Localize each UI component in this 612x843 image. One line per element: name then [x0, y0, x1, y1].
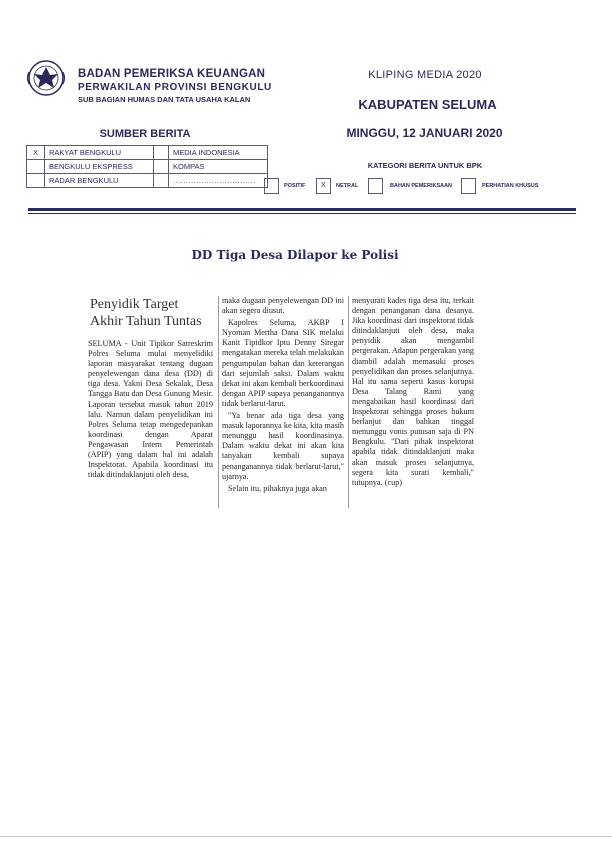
- source-checkbox: [154, 160, 169, 174]
- category-checkbox-perhatian-khusus: [461, 178, 476, 194]
- category-label-bahan-pemeriksaan: BAHAN PEMERIKSAAN: [390, 183, 453, 189]
- paragraph: SELUMA - Unit Tipikor Satreskrim Polres Seluma mulai menyelidiki laporan masyarakat tentang dugaan penyelewengan dana desa (DD) di tiga desa. Yakni Desa Sekalak, Desa Tangga Batu dan Desa Gunung Mesir. Laporan tersebut masuk tahun 2019 lalu. Namun dalam penyelidikan ini Polres Seluma tetap mengedepankan koordinasi dengan Aparat Pengawasan Intern Pemerintah (APIP) yang dalam hal ini adalah Inspektorat. Apabila koordinasi itu tidak ditindaklanjuti oleh desa,: [88, 339, 213, 480]
- source-name: KOMPAS: [169, 160, 268, 174]
- kategori-title: KATEGORI BERITA UNTUK BPK: [367, 161, 483, 170]
- source-checkbox: [154, 174, 169, 188]
- column-divider: [348, 296, 349, 508]
- article-headline: DD Tiga Desa Dilapor ke Polisi: [191, 248, 399, 262]
- source-name: BENGKULU EKSPRESS: [45, 160, 154, 174]
- article-column-2: [222, 296, 344, 496]
- source-checkbox: [27, 174, 45, 188]
- source-checkbox: X: [27, 146, 45, 160]
- source-name: MEDIA INDONESIA: [169, 146, 268, 160]
- org-name: BADAN PEMERIKSA KEUANGAN: [78, 68, 266, 80]
- page-bottom-edge: [0, 836, 612, 837]
- kliping-label: KLIPING MEDIA 2020: [368, 69, 482, 81]
- source-name: RAKYAT BENGKULU: [45, 146, 154, 160]
- category-checkbox-positif: [264, 178, 279, 194]
- source-checkbox: [27, 160, 45, 174]
- org-subdivision: SUB BAGIAN HUMAS DAN TATA USAHA KALAN: [78, 95, 251, 104]
- category-label-positif: POSITIF: [284, 183, 306, 189]
- source-name: RADAR BENGKULU: [45, 174, 154, 188]
- source-row: [27, 174, 268, 188]
- category-checkbox-netral: X: [316, 178, 331, 194]
- paragraph: Selain itu, pihaknya juga akan: [228, 483, 327, 493]
- region-title: KABUPATEN SELUMA: [358, 97, 497, 112]
- news-source-table: [26, 145, 268, 188]
- subtitle-line: Penyidik Target: [90, 297, 179, 312]
- header-divider-thin: [28, 213, 576, 214]
- article-column-3: [352, 296, 474, 490]
- source-checkbox: [154, 146, 169, 160]
- paragraph: maka dugaan penyelewengan DD ini akan segera diusut.: [222, 296, 344, 316]
- paragraph: "Ya benar ada tiga desa yang masuk laporannya ke kita, kita masih menunggu hasil koordinasinya. Dalam waktu dekat ini akan kita tanyakan kembali supaya penanganannya tidak berlarut-larut," ujarnya.: [222, 411, 344, 481]
- source-row: [27, 146, 268, 160]
- publication-date: MINGGU, 12 JANUARI 2020: [346, 126, 503, 140]
- paragraph: Kapolres Seluma, AKBP I Nyoman Mertha Dana SIK melalui Kanit Tipidkor Iptu Denny Siregar mengatakan mereka telah melakukan pengumpulan bahan dan keterangan dari sejumlah saksi. Dalam waktu dekat ini akan kembali berkoordinasi dengan APIP supaya penanganannya tidak berlarut-larut.: [222, 318, 344, 408]
- source-row: [27, 160, 268, 174]
- category-label-netral: NETRAL: [336, 183, 359, 189]
- article-subtitle: [90, 296, 215, 330]
- source-name-blank: ................................: [169, 174, 268, 188]
- category-label-perhatian-khusus: PERHATIAN KHUSUS: [482, 183, 539, 189]
- article-column-1: [88, 339, 213, 482]
- header-divider: [28, 208, 576, 211]
- column-divider: [218, 296, 219, 508]
- org-branch: PERWAKILAN PROVINSI BENGKULU: [78, 82, 272, 93]
- subtitle-line: Akhir Tahun Tuntas: [90, 314, 202, 329]
- sumber-berita-title: SUMBER BERITA: [99, 128, 191, 140]
- paragraph: menyurati kades tiga desa itu, terkait dengan penanganan dana desanya. Jika koordinasi dari inspektorat tidak ditindaklanjuti oleh desa, maka penyidik akan mengambil pergerakan. Adapun pergerakan yang diambil adalah memasuki proses penyelidikan dan proses selanjutnya. Hal itu sama seperti kasus korupsi Desa Talang Rami yang mengabaikan hasil koordinasi dari Inspektorat sehingga proses hukum berlanjut dan bahkan tinggal menunggu vonis putusan saja di PN Bengkulu. "Dari pihak inspektorat apabila tidak ditindaklanjuti maka akan masuk proses selanjutnya, segera kita surati kembali," tutupnya. (cup): [352, 296, 475, 487]
- category-checkbox-bahan-pemeriksaan: [368, 178, 383, 194]
- bpk-logo-emblem: [26, 58, 66, 98]
